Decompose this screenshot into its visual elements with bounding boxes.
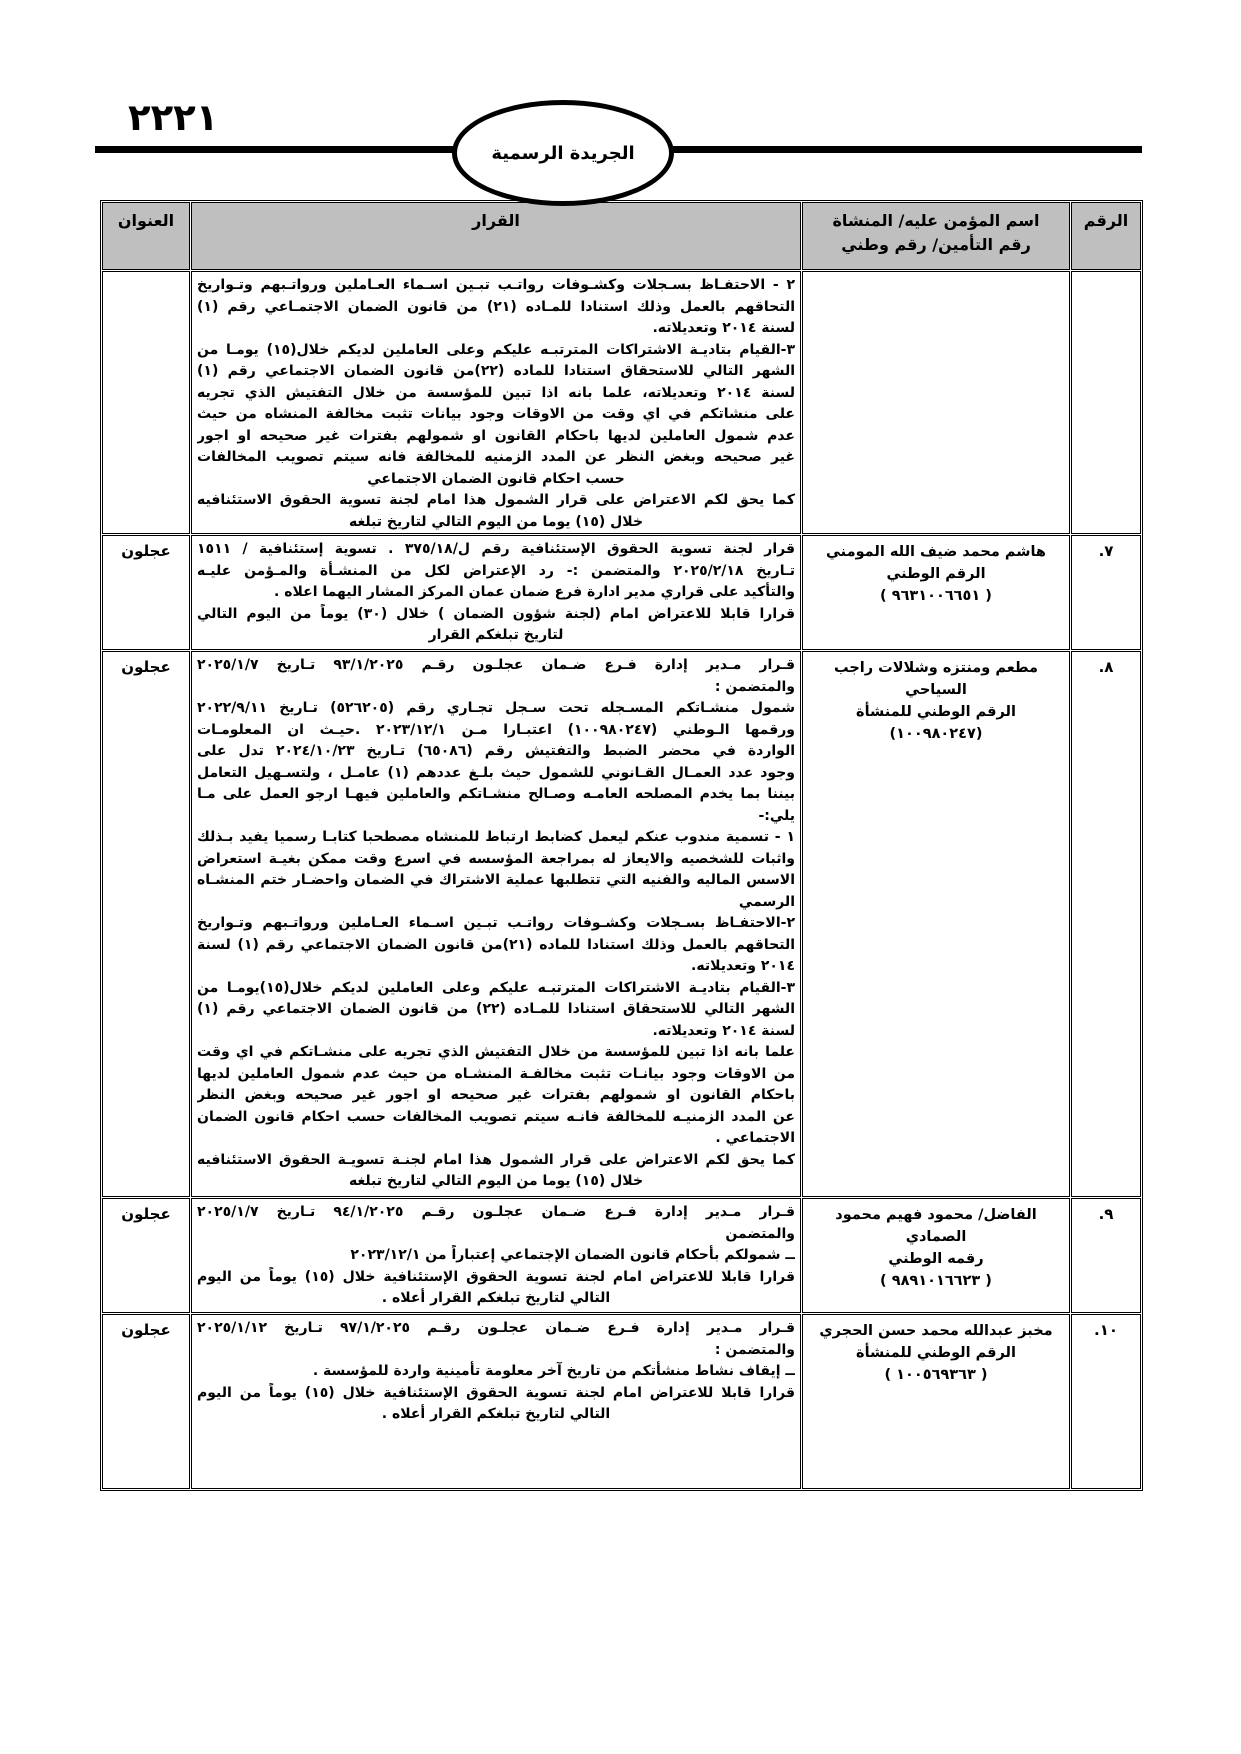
- insured-name-line: الرقم الوطني للمنشأة: [856, 704, 1016, 720]
- col-header-title: [102, 202, 190, 270]
- table-row: [102, 271, 1141, 534]
- decision-line: الشهر التالي للاستحقاق استنادا للماده (٢٢)من قانون الضمان الاجتماعي رقم (١): [197, 363, 795, 379]
- insured-name-line: (١٠٠٩٨٠٢٤٧): [889, 726, 983, 742]
- col-header-insured-name-line2: رقم التأمين/ رقم وطني: [841, 235, 1031, 254]
- decision-line: والمتضمن :: [714, 678, 795, 695]
- decision-line: عدم شمول العاملين لديها باحكام القانون او شمولهم بفترات غير صحيحه او اجور: [197, 427, 795, 444]
- gazette-banner-oval: [452, 100, 674, 206]
- decision-line: ــ شمولكم بأحكام قانون الضمان الإجتماعي إعتباراً من ٢٠٢٣/١٢/١: [350, 1247, 795, 1263]
- decision-line: كما يحق لكم الاعتراض على قرار الشمول هذا امام لجنة تسوية الحقوق الاستئنافيه: [197, 492, 795, 508]
- decision-line: على منشاتكم في اي وقت من الاوقات وجود بيانات تثبت مخالفة المنشاه من حيث: [197, 406, 795, 422]
- decision-line: وجود عدد العمـال القـانوني للشمول حيث بلـغ عددهم (١) عامـل ، ولتسـهيل التعامل: [197, 764, 795, 781]
- decision-line: التالي لتاريخ تبلغكم القرار أعلاه .: [381, 1290, 611, 1306]
- decision-line: لسنة ٢٠١٤ وتعديلاته.: [652, 320, 795, 336]
- insured-name-line: مطعم ومنتزه وشلالات راجب: [834, 660, 1038, 676]
- decision-line: والتأكيد على قراري مدير ادارة فرع ضمان عمان المركز المشار اليهما اعلاه .: [274, 584, 795, 600]
- decision-line: والمتضمن: [725, 1225, 795, 1242]
- col-header-title-label: العنوان: [117, 211, 175, 230]
- governorate-cell: عجلون: [102, 535, 190, 650]
- insured-name-line: الرقم الوطني للمنشأة: [856, 1345, 1016, 1361]
- decision-line: عن المدد الزمنيـه للمخالفة فانـه سيتم تصويب المخالفات حسب احكام قانون الضمان: [197, 1108, 795, 1125]
- decision-line: ورقمها الـوطني (١٠٠٩٨٠٢٤٧) اعتبـارا مـن ٢٠٢٣/١٢/١ .حيـث ان المعلومـات: [197, 721, 795, 738]
- table-header-row: [102, 202, 1141, 270]
- table-row: [102, 1198, 1141, 1313]
- row-number-cell: ٩.: [1071, 1198, 1141, 1313]
- governorate-cell: عجلون: [102, 1198, 190, 1313]
- row-number-cell: ٧.: [1071, 535, 1141, 650]
- page-number: ٢٢٢١: [128, 96, 219, 139]
- decision-line: والمتضمن :: [714, 1341, 795, 1358]
- decision-line: قرارا قابلا للاعتراض امام (لجنة شؤون الضمان ) خلال (٣٠) يوماً من اليوم التالي: [197, 605, 795, 622]
- insured-name-cell: [802, 1198, 1070, 1313]
- decision-line: ٢٠١٤ وتعديلاته.: [691, 958, 795, 974]
- decision-cell: [191, 535, 801, 650]
- decision-line: ٣-القيام بتاديـة الاشتراكات المترتبـه عليكم وعلى العاملين لديكم خلال(١٥)يومـا من: [197, 979, 795, 996]
- decision-cell: [191, 1198, 801, 1313]
- decision-line: شمول منشـاتكم المسـجله تحت سـجل تجـاري رقم (٥٢٦٢٠٥) تـاريخ ٢٠٢٢/٩/١١: [197, 700, 795, 716]
- governorate-cell: عجلون: [102, 651, 190, 1197]
- decision-line: الاسس الماليه والفنيه التي تتطلبها عملية الاشتراك في الضمان واحضـار ختم المنشـاه: [197, 872, 795, 888]
- decision-line: قـرار مـدير إدارة فـرع ضـمان عجلـون رقـم ٩٤/١/٢٠٢٥ تـاريخ ٢٠٢٥/١/٧: [197, 1204, 795, 1220]
- decision-line: لتاريخ تبلغكم القرار: [428, 627, 564, 643]
- row-number-cell: ١٠.: [1071, 1314, 1141, 1489]
- col-header-number-label: الرقم: [1083, 211, 1129, 230]
- governorate-cell: [102, 271, 190, 534]
- decision-line: بيننا بما يخدم المصلحه العامـه وصـالح منشـاتكم والعاملين فيهـا ارجو العمل على مـا: [197, 786, 795, 802]
- decision-line: قـرار مـدير إدارة فـرع ضـمان عجلـون رقـم ٩٧/١/٢٠٢٥ تـاريخ ٢٠٢٥/١/١٢: [197, 1320, 795, 1336]
- decision-line: قـرار مـدير إدارة فـرع ضـمان عجلـون رقـم ٩٣/١/٢٠٢٥ تـاريخ ٢٠٢٥/١/٧: [197, 657, 795, 673]
- insured-name-line: الفاضل/ محمود فهيم محمود: [835, 1207, 1037, 1223]
- decision-line: خلال (١٥) يوما من اليوم التالي لتاريخ تبلغه: [348, 513, 644, 530]
- decision-line: باحكام القانون او شمولهم بفترات غير صحيحه او اجور غير صحيحه وبغض النظر: [197, 1087, 795, 1103]
- insured-name-cell: [802, 1314, 1070, 1489]
- col-header-insured-name: [802, 202, 1070, 270]
- decision-cell: [191, 1314, 801, 1489]
- col-header-insured-name-line1: اسم المؤمن عليه/ المنشاة: [832, 211, 1040, 230]
- decision-line: الواردة في محضر الضبط والتفتيش رقم (٦٥٠٨٦) تـاريخ ٢٠٢٤/١٠/٢٣ تدل على: [197, 743, 795, 759]
- decision-line: الرسمي: [738, 893, 795, 910]
- decision-line: واثبات للشخصيه والايعاز له بمراجعة المؤسسه في اسرع وقت ممكن بغيـة استعراض: [197, 850, 795, 867]
- decision-line: يلي:-: [758, 807, 795, 824]
- gazette-banner-label: الجريدة الرسمية: [491, 142, 635, 164]
- insured-name-line: الرقم الوطني: [886, 566, 986, 582]
- insured-name-line: هاشم محمد ضيف الله المومني: [826, 544, 1046, 560]
- gazette-table: [100, 200, 1143, 1491]
- insured-name-cell: [802, 651, 1070, 1197]
- insured-name-line: ( ٩٨٩١٠١٦٦٢٣ ): [880, 1273, 992, 1289]
- decision-line: ٣-القيام بتاديـة الاشتراكات المترتبـه عليكم وعلى العاملين لديكم خلال(١٥) يومـا من: [197, 341, 795, 358]
- decision-line: التحاقهم بالعمل وذلك استنادا للماده (٢١)من قانون الضمان الاجتماعي رقم (١) لسنة: [197, 936, 795, 953]
- decision-line: الشهر التالي للاستحقاق استنادا للمـاده (٢٢) من قانون الضمان الاجتماعي رقم (١): [197, 1001, 795, 1017]
- decision-line: تـاريخ ٢٠٢٥/٢/١٨ والمتضمن :- رد الإعتراض لكل من المنشـأة والمـؤمن عليـه: [197, 562, 795, 579]
- decision-cell: [191, 271, 801, 534]
- col-header-decision: [191, 202, 801, 270]
- decision-line: علما بانه اذا تبين للمؤسسة من خلال التفتيش الذي تجريه على منشـاتكم في اي وقت: [197, 1044, 795, 1060]
- table-row: [102, 1314, 1141, 1489]
- row-number-cell: [1071, 271, 1141, 534]
- col-header-number: [1071, 202, 1141, 270]
- decision-line: ٢ - الاحتفـاظ بسـجلات وكشـوفات رواتـب تبـين اسـماء العـاملين ورواتـبهم وتـواريخ: [197, 277, 795, 293]
- decision-line: التحاقهم بالعمل وذلك استنادا للمـاده (٢١) من قانون الضمان الاجتمـاعي رقم (١): [197, 298, 795, 315]
- gazette-table-body: [102, 271, 1141, 1489]
- decision-line: ــ إيقاف نشاط منشأتكم من تاريخ آخر معلومة تأمينية واردة للمؤسسة .: [312, 1363, 795, 1379]
- decision-line: كما يحق لكم الاعتراض على قرار الشمول هذا امام لجنـة تسويـة الحقوق الاستئنافيه: [197, 1151, 795, 1168]
- insured-name-line: السياحي: [905, 682, 967, 698]
- table-row: [102, 651, 1141, 1197]
- col-header-decision-label: القرار: [472, 211, 520, 230]
- decision-line: ١ - تسمية مندوب عنكم ليعمل كضابط ارتباط للمنشاه مصطحبا كتابـا رسميا يفيد بـذلك: [197, 829, 795, 845]
- row-number-cell: ٨.: [1071, 651, 1141, 1197]
- decision-line: قرارا قابلا للاعتراض امام لجنة تسوية الحقوق الإستئنافية خلال (١٥) يوماً من اليوم: [197, 1268, 795, 1285]
- insured-name-line: ( ١٠٠٥٦٩٣٦٣ ): [884, 1367, 988, 1383]
- insured-name-line: رقمه الوطني: [888, 1251, 984, 1267]
- table-row: [102, 535, 1141, 650]
- decision-cell: [191, 651, 801, 1197]
- decision-line: حسب احكام قانون الضمان الاجتماعي: [367, 470, 625, 487]
- decision-line: الاجتماعي .: [715, 1130, 795, 1146]
- insured-name-line: مخبز عبدالله محمد حسن الحجري: [819, 1323, 1053, 1339]
- governorate-cell: عجلون: [102, 1314, 190, 1489]
- decision-line: من الاوقات وجود بيانـات تثبت مخالفـة المنشـاه من حيث عدم شمول العاملين لديها: [197, 1065, 795, 1082]
- decision-line: التالي لتاريخ تبلغكم القرار أعلاه .: [381, 1406, 611, 1422]
- insured-name-line: الصمادي: [905, 1229, 967, 1245]
- insured-name-line: ( ٩٦٣١٠٠٦٦٥١ ): [880, 588, 992, 604]
- insured-name-cell: [802, 535, 1070, 650]
- decision-line: لسنة ٢٠١٤ وتعديلاته، علما بانه اذا تبين للمؤسسة من خلال التفتيش الذي تجريه: [197, 384, 795, 401]
- decision-line: قرارا قابلا للاعتراض امام لجنة تسوية الحقوق الإستئنافية خلال (١٥) يوماً من اليوم: [197, 1384, 795, 1401]
- insured-name-cell: [802, 271, 1070, 534]
- decision-line: ٢-الاحتفـاظ بسـجلات وكشـوفات رواتـب تبـين اسـماء العـاملين ورواتـبهم وتـواريخ: [197, 915, 795, 931]
- decision-line: غير صحيحه وبغض النظر عن المدد الزمنيه للمخالفة فانه سيتم تصويب المخالفات: [197, 449, 795, 465]
- decision-line: خلال (١٥) يوما من اليوم التالي لتاريخ تبلغه: [348, 1173, 644, 1189]
- decision-line: قرار لجنة تسوية الحقوق الإستئنافية رقم ل/٣٧٥/١٨ . تسوية إستئنافية / ١٥١١: [197, 541, 795, 557]
- decision-line: لسنة ٢٠١٤ وتعديلاته.: [652, 1022, 795, 1039]
